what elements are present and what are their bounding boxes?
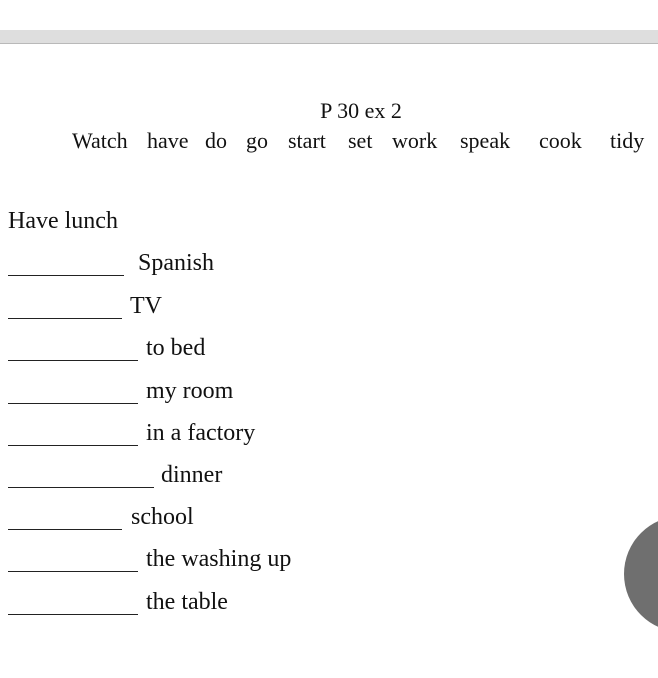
- answer-blank[interactable]: [8, 445, 138, 446]
- word-bank-item: set: [348, 128, 373, 153]
- answer-blank[interactable]: [8, 529, 122, 530]
- item-phrase: the washing up: [146, 546, 292, 572]
- answer-blank[interactable]: [8, 487, 154, 488]
- word-bank-item: cook: [539, 128, 582, 153]
- floating-action-button[interactable]: [624, 516, 658, 632]
- example-line: Have lunch: [8, 208, 118, 234]
- word-bank-item: do: [205, 128, 227, 153]
- item-phrase: in a factory: [146, 420, 256, 446]
- answer-blank[interactable]: [8, 360, 138, 361]
- word-bank-item: have: [147, 128, 189, 153]
- word-bank-item: work: [392, 128, 438, 153]
- word-bank-item: speak: [460, 128, 511, 153]
- answer-blank[interactable]: [8, 275, 124, 276]
- item-phrase: the table: [146, 589, 228, 615]
- word-bank-item: start: [288, 128, 326, 153]
- answer-blank[interactable]: [8, 318, 122, 319]
- item-phrase: dinner: [161, 462, 223, 488]
- answer-blank[interactable]: [8, 614, 138, 615]
- answer-blank[interactable]: [8, 403, 138, 404]
- top-toolbar-strip: [0, 30, 658, 44]
- exercise-title: P 30 ex 2: [320, 98, 402, 123]
- word-bank-item: Watch: [72, 128, 128, 153]
- item-phrase: Spanish: [138, 250, 215, 276]
- word-bank-item: go: [246, 128, 268, 153]
- item-phrase: my room: [146, 378, 234, 404]
- item-phrase: school: [131, 504, 194, 530]
- word-bank-item: tidy: [610, 128, 645, 153]
- item-phrase: to bed: [146, 335, 206, 361]
- item-phrase: TV: [130, 293, 162, 319]
- answer-blank[interactable]: [8, 571, 138, 572]
